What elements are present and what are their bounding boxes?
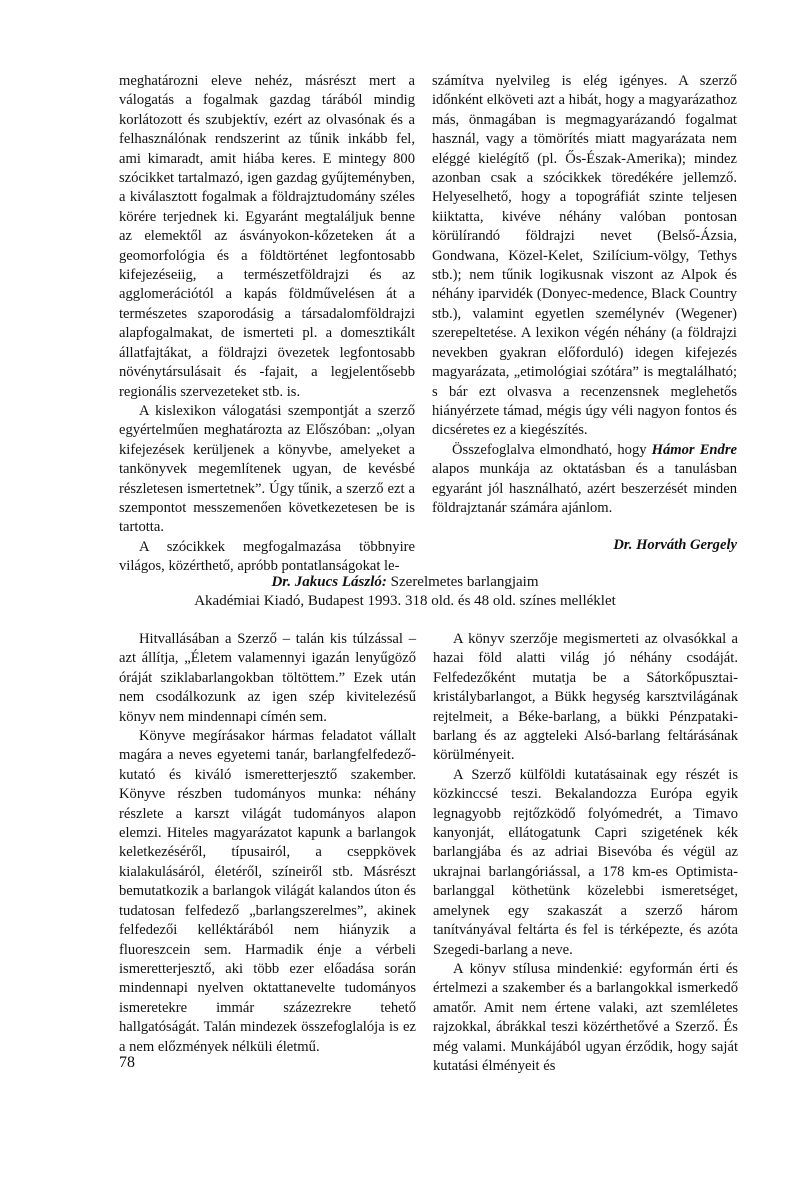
publication-info: Akadémiai Kiadó, Budapest 1993. 318 old. és 48 old. színes melléklet xyxy=(194,593,616,609)
paragraph: meghatározni eleve nehéz, másrészt mert a válogatás a fogalmak gazdag tárából mindig korlátozott és szubjektív, ezért az olvasónak és a felhasználónak rendszerint az tűnik inkább fel, ami kimaradt, amit hiába keres. E mintegy 800 szócikket tartalmazó, igen gazdag gyűjteményben, a kiválasztott fogalmak a földrajztudomány széles körére terjednek ki. Egyaránt megtaláljuk benne az elemektől az ásványokon-kőzeteken át a geomorfológia és a földtörténet legfontosabb kifejezéseiig, a természetföldrajzi és az agglomerációtól a kapás földművelésen át a természetes szaporodásig a társadalomföldrajzi alapfogalmakat, de ismerteti pl. a domesztikált állatfajtákat, a földrajzi övezetek legfontosabb növénytársulásait és -fajait, a legjelentősebb regionális szervezeteket stb. is. xyxy=(119,73,415,400)
paragraph: számítva nyelvileg is elég igényes. A szerző időnként elköveti azt a hibát, hogy a magyarázathoz más, önmagában is megmagyarázandó fogalmat használ, vagy a tömörítés miatt magyarázata nem eléggé kielégítő (pl. Ős-Észak-Amerika); mindez azonban csak a szócikkek töredékére jellemző. Helyeselhető, hogy a topográfiát szinte teljesen kiiktatta, kivéve néhány valóban pontosan körülírandó földrajzi nevet (Belső-Ázsia, Gondwana, Közel-Kelet, Szilícium-völgy, Tethys stb.); nem tűnik logikusnak viszont az Alpok és néhány iparvidék (Donyec-medence, Black Country stb.), valamint egyetlen személynév (Wegener) szerepeltetése. A lexikon végén néhány (a földrajzi nevekben gyakran előforduló) idegen kifejezés magyarázata, „etimológiai szótára” is megtalálható; s bár ezt olvasva a recenzensnek meglehetős hiányérzete támad, mégis úgy véli nagyon fontos és dicséretes ez a kiegészítés. xyxy=(432,73,737,439)
paragraph: A kislexikon válogatási szempontját a szerző egyértelműen meghatározta az Előszóban: „olyan kifejezések kerüljenek a könyvbe, amelyeket a tankönyvek megemlítenek ugyan, de kevésbé részletesen ismertetnek”. Úgy tűnik, a szerző ezt a szempontot messzemenően következetesen be is tartotta. xyxy=(119,402,415,536)
book-author: Dr. Jakucs László: xyxy=(271,574,387,590)
book-title: Szerelmetes barlangjaim xyxy=(390,574,539,590)
paragraph: Könyve megírásakor hármas feladatot vállalt magára a neves egyetemi tanár, barlangfelfedező-kutató és kiváló ismeretterjesztő szakember. Könyve részben tudományos munka: néhány részlete a karszt világát tudományos alapon elemzi. Hiteles magyarázatot kapunk a barlangok keletkezéséről, típusairól, a cseppkövek kialakulásáról, életéről, színeiről stb. Másrészt bemutatkozik a barlangok világát kalandos úton és tudatosan felfedező „barlangszerelmes”, akinek felfedezői kelléktárából nem hiányzik a fluoreszcein sem. Harmadik énje a vérbeli ismeretterjesztő, aki több ezer előadása során mindennapi nyelven oktattanevelte tudományos ismeretekre immár százezrekre tehető hallgatóságát. Talán mindezek összefoglalója is ez a nem előzmények nélküli életmű. xyxy=(119,728,416,1055)
paragraph-rest: alapos munkája az oktatásban és a tanulásban egyaránt jól használható, azért beszerzését minden földrajztanár számára ajánlom. xyxy=(432,461,737,516)
review1-column-right xyxy=(432,72,737,556)
paragraph: A könyv szerzője megismerteti az olvasókkal a hazai föld alatti világ jó néhány csodáját. Felfedezőként mutatja be a Sátorkőpusztai-kristálybarlangot, a Bükk hegység karsztvilágának rejtelmeit, a Béke-barlang, a bükki Pénzpataki-barlang és az aggteleki Alsó-barlang feltárásának körülményeit. xyxy=(433,631,738,764)
book-heading xyxy=(0,573,810,592)
review2-column-left xyxy=(119,630,416,1057)
paragraph: A Szerző külföldi kutatásainak egy részét is közkinccsé teszi. Bekalandozza Európa egyik legnagyobb rejtőzködő folyómedrét, a Timavo kanyonját, ellátogatunk Capri szigetének kék barlangjába és az adriai Bisevóba és végül az ukrajnai barlangóriással, a 178 km-es Optimista-barlanggal köthetünk közelebbi ismeretséget, amelynek egy szakaszát a szerző három tanítványával feltárta és fel is térképezte, és azóta Szegedi-barlang a neve. xyxy=(433,766,738,958)
paragraph xyxy=(432,441,737,519)
paragraph: Hitvallásában a Szerző – talán kis túlzással – azt állítja, „Életem valamennyi igazán lenyűgöző óráját sziklabarlangokban töltöttem.” Ezek után nem csodálkozunk az igen szép kivitelezésű könyv nem mindennapi címén sem. xyxy=(119,631,416,725)
highlighted-author-name: Hámor Endre xyxy=(651,441,737,458)
paragraph: A szócikkek megfogalmazása többnyire világos, közérthető, apróbb pontatlanságokat le- xyxy=(119,538,415,575)
review2-column-right xyxy=(433,630,738,1076)
review2-header xyxy=(0,573,810,611)
paragraph-lead: Összefoglalva elmondható, hogy xyxy=(452,441,647,458)
review1-column-left xyxy=(119,72,415,577)
reviewer-signature: Dr. Horváth Gergely xyxy=(613,537,737,554)
paragraph: A könyv stílusa mindenkié: egyformán érti és értelmezi a szakember és a barlangokkal ismerkedő amatőr. Amit nem értene valaki, azt szemléletes rajzokkal, ábrákkal teszi közérthetővé a Szerző. És még valami. Munkájából ugyan érződik, hogy saját kutatási élményeit és xyxy=(433,960,738,1074)
page-number: 78 xyxy=(119,1054,135,1071)
